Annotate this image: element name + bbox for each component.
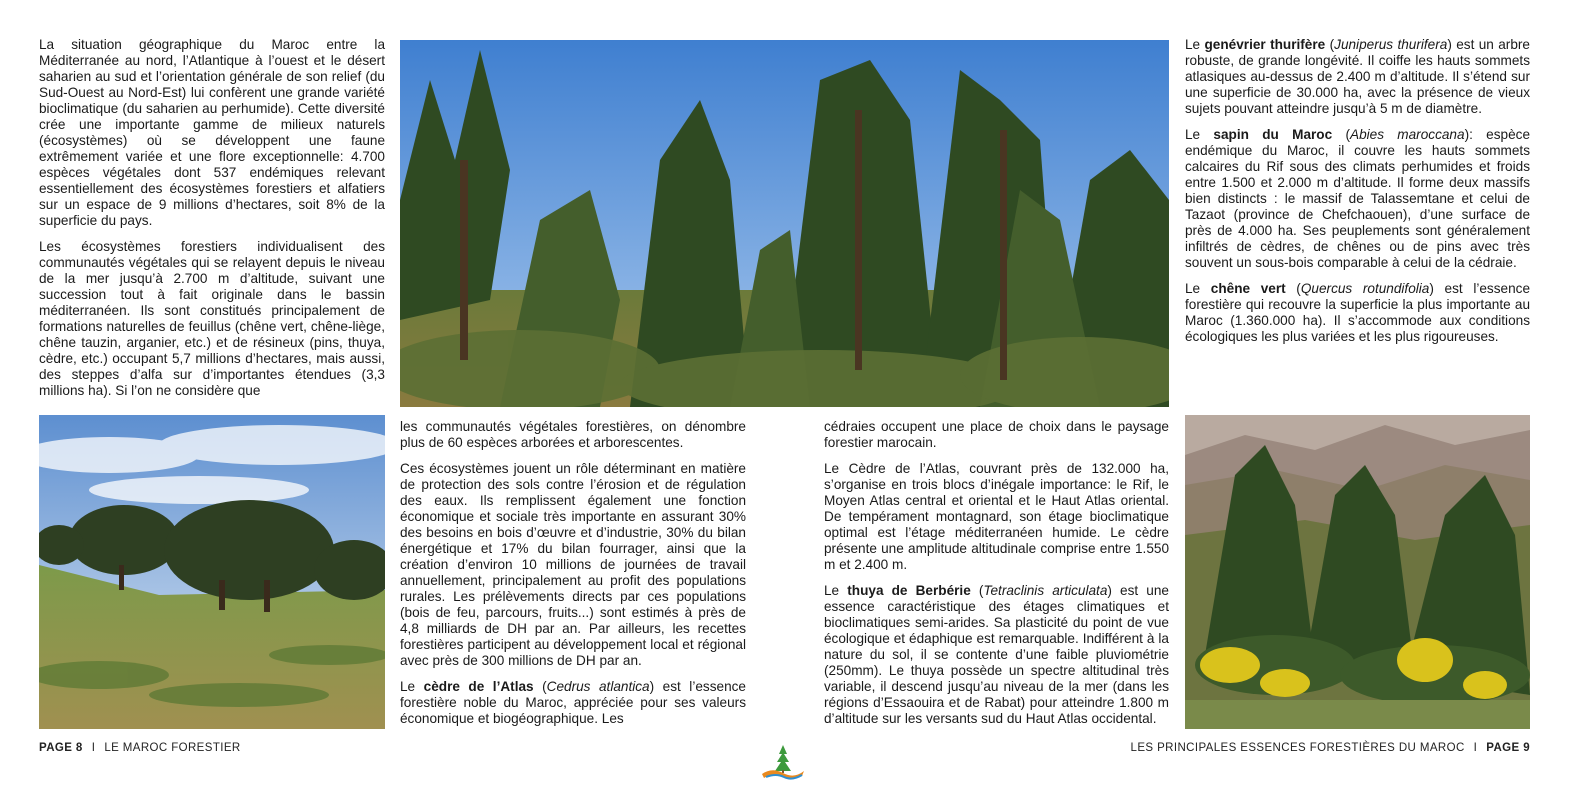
forest-logo-icon (760, 744, 806, 780)
paragraph-thuya (824, 583, 1169, 727)
text-run: Le (1185, 37, 1205, 52)
latin-name: Juniperus thurifera (1334, 37, 1448, 52)
text-run: Le (824, 583, 848, 598)
species-name: cèdre de l’Atlas (423, 679, 534, 694)
paragraph: cédraies occupent une place de choix dans le paysage forestier marocain. (824, 419, 1169, 450)
text-run: ( (1325, 37, 1335, 52)
text-column-mid-left (400, 419, 746, 727)
paragraph-juniper (1185, 37, 1530, 117)
mountain-juniper-photo (1185, 415, 1530, 729)
text-run: ): espèce endémique du Maroc, il couvre les hauts sommets calcaires du Rif sous des climats perhumides et froids entre 1.500 et 2.000 m d’altitude. Il forme deux massifs bien distincts : le massif de Talassemtane et celui de Tazaot (province de Chefchaouen), d’une surface de près de 4.000 ha. Ses peuplements sont généralement infiltrés de cèdres, de chênes ou de pins avec très souvent un sous-bois comparable à celui de la cédraie. (1185, 127, 1530, 270)
footer-left (39, 742, 241, 754)
text-run: ) est un arbre robuste, de grande longévité. Il coiffe les hauts sommets atlasiques au-dessus de 2.400 m d’altitude. Il s’étend sur une superficie de 30.000 ha, avec la présence de vieux sujets pouvant atteindre jusqu’à 5 m de diamètre. (1185, 37, 1530, 116)
holm-oak-photo (39, 415, 385, 729)
text-column-left (39, 37, 385, 399)
latin-name: Quercus rotundifolia (1300, 281, 1430, 296)
species-name: genévrier thurifère (1204, 37, 1326, 52)
text-run: ) est l’essence forestière noble du Maroc, appréciée pour ses valeurs économique et biogéographique. Les (400, 679, 746, 726)
text-run: ( (1285, 281, 1301, 296)
paragraph: Le Cèdre de l’Atlas, couvrant près de 132.000 ha, s’organise en trois blocs d’inégale importance: le Rif, le Moyen Atlas central et oriental et le Haut Atlas oriental. De tempérament montagnard, son étage bioclimatique optimal est l’étage méditerranéen humide. Le cèdre présente une amplitude altitudinale comprise entre 1.550 m et 2.400 m. (824, 461, 1169, 572)
text-run: ( (1332, 127, 1350, 142)
paragraph: les communautés végétales forestières, on dénombre plus de 60 espèces arborées et arborescentes. (400, 419, 746, 450)
text-column-mid-right (824, 419, 1169, 727)
text-run: ( (533, 679, 547, 694)
text-run: ( (970, 583, 984, 598)
text-run: ) est l’essence forestière qui recouvre la superficie la plus importante au Maroc (1.360.000 ha). Il s’accommode aux conditions écologiques les plus variées et les plus rigoureuses. (1185, 281, 1531, 344)
running-title: LE MAROC FORESTIER (104, 742, 241, 754)
latin-name: Abies maroccana (1350, 127, 1465, 142)
paragraph: Les écosystèmes forestiers individualisent des communautés végétales qui se relayent depuis le niveau de la mer jusqu’à 2.700 m d’altitude, suivant une succession tout à fait originale dans le bassin méditerranéen. Ils sont constitués principalement de formations naturelles de feuillus (chêne vert, chêne-liège, chêne tauzin, arganier, etc.) et de résineux (pins, thuya, cèdre, etc.) occupant 5,7 millions d’hectares, mais aussi, des steppes d’alfa sur d’importantes étendues (3,3 millions ha). Si l’on ne considère que (39, 239, 385, 398)
paragraph: Ces écosystèmes jouent un rôle déterminant en matière de protection des sols contre l’érosion et de régulation des eaux. Ils remplissent également une fonction économique et sociale très importante en assurant 30% des besoins en bois d’œuvre et d’industrie, 30% du bilan énergétique et 17% du bilan fourrager, ainsi que la création d’environ 10 millions de journées de travail annuellement, principalement au profit des populations rurales. Les prélèvements directs par ces populations (bois de feu, parcours, fruits...) sont estimés à près de 4,8 milliards de DH par an. Par ailleurs, les recettes forestières participent au développement local et régional avec près de 300 millions de DH par an. (400, 461, 746, 668)
text-run: ) est une essence caractéristique des étages climatiques et bioclimatiques semi-arides. Sa plasticité du point de vue écologique et édaphique est remarquable. Indifférent à la nature du sol, il se contente d’une faible pluviométrie (250mm). Le thuya possède un spectre altitudinal très variable, il descend jusqu’au niveau de la mer (dans les régions d’Essaouira et de Rabat) pour atteindre 1.800 m d’altitude sur les versants sud du Haut Atlas occidental. (824, 583, 1169, 726)
page-number: PAGE 8 (39, 742, 83, 754)
page-number: PAGE 9 (1486, 742, 1530, 754)
species-name: sapin du Maroc (1213, 127, 1333, 142)
footer-separator: I (91, 742, 96, 754)
footer-right (1131, 742, 1530, 754)
species-name: thuya de Berbérie (847, 583, 971, 598)
paragraph-cedar (400, 679, 746, 727)
paragraph: La situation géographique du Maroc entre la Méditerranée au nord, l’Atlantique à l’ouest et le désert saharien au sud et l’orientation générale de son relief (du Sud-Ouest au Nord-Est) lui confèrent une grande variété bioclimatique (du saharien au perhumide). Cette diversité crée une importante gamme de milieux naturels (écosystèmes) où se développent une faune extrêmement variée et une flore exceptionnelle: 4.700 espèces végétales dont 537 endémiques relevant essentiellement des écosystèmes forestiers et alfatiers sur un espace de 9 millions d’hectares, soit 8% de la superficie du pays. (39, 37, 385, 228)
latin-name: Cedrus atlantica (546, 679, 650, 694)
footer-separator: I (1473, 742, 1478, 754)
species-name: chêne vert (1210, 281, 1286, 296)
latin-name: Tetraclinis articulata (983, 583, 1108, 598)
text-column-right (1185, 37, 1530, 345)
running-title: LES PRINCIPALES ESSENCES FORESTIÈRES DU MAROC (1130, 742, 1465, 754)
text-run: Le (400, 679, 424, 694)
cedar-forest-photo (400, 40, 1169, 407)
paragraph-oak (1185, 281, 1530, 345)
text-run: Le (1185, 281, 1211, 296)
text-run: Le (1185, 127, 1214, 142)
paragraph-fir (1185, 127, 1530, 271)
